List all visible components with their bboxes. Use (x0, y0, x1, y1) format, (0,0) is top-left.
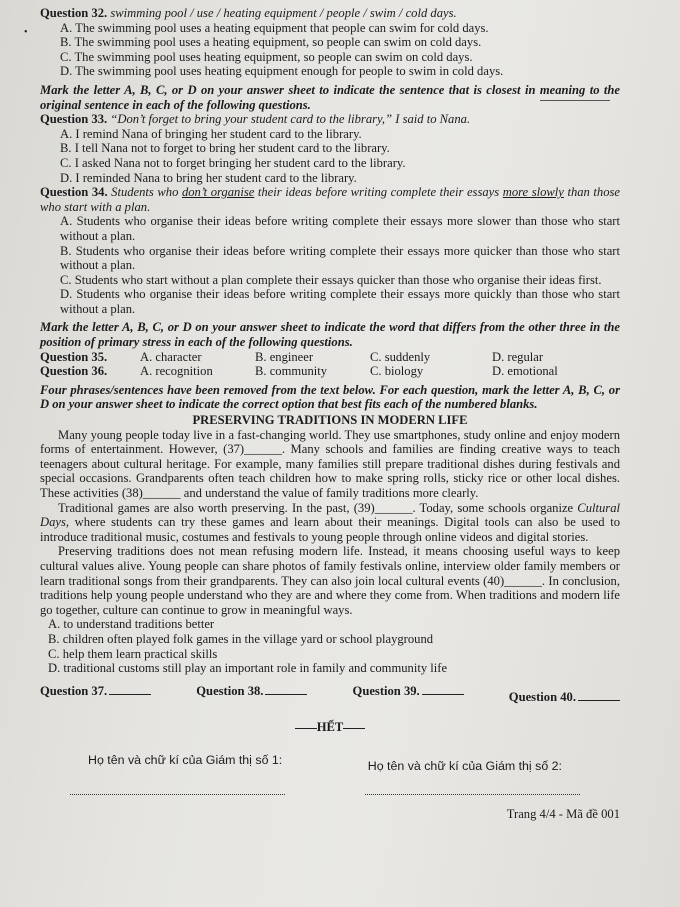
supervisor-1-label: Họ tên và chữ kí của Giám thị số 1: (88, 752, 283, 767)
signature-lines (40, 794, 620, 795)
question-33-stem: “Don’t forget to bring your student card to the library,” I said to Nana. (110, 112, 471, 127)
question-32-option-a: A. The swimming pool uses a heating equipment that people can swim for cold days. (60, 20, 489, 35)
question-32-option-d: D. The swimming pool uses heating equipment enough for people to swim in cold days. (60, 64, 504, 79)
question-34-stem-underline1: don’t organise (181, 185, 255, 200)
question-35-option-a: A. character (140, 349, 202, 364)
passage-title: PRESERVING TRADITIONS IN MODERN LIFE (192, 413, 468, 428)
supervisor-1-signature-line[interactable] (70, 794, 285, 795)
answer-row (40, 684, 620, 705)
question-32-option-c: C. The swimming pool uses heating equipment, so people can swim on cold days. (60, 49, 473, 64)
instruction-passage: Four phrases/sentences have been removed from the text below. For each question, mark the letter A, B, C, or D on your answer sheet to indicate the correct option that best fits each of the numbered blanks. (40, 382, 620, 412)
question-34-option-c: C. Students who start without a plan complete their essays quicker than those who organise their ideas first. (60, 272, 602, 287)
question-34-option-a: A. Students who organise their ideas before writing complete their essays more slower than those who start without a plan. (60, 214, 620, 243)
end-mark-line-right (343, 728, 365, 729)
question-36-number: Question 36. (40, 364, 108, 379)
question-34 (40, 185, 620, 214)
question-36 (40, 364, 620, 379)
question-33-option-d: D. I reminded Nana to bring her student card to the library. (60, 170, 357, 185)
exam-content (40, 4, 620, 821)
question-35 (40, 350, 620, 365)
supervisor-2-label: Họ tên và chữ kí của Giám thị số 2: (367, 758, 562, 773)
answer-40-blank[interactable] (578, 700, 620, 701)
choice-d: D. traditional customs still play an important role in family and community life (48, 661, 448, 676)
question-34-option-d: D. Students who organise their ideas before writing complete their essays more quickly than those who start without a plan. (60, 287, 620, 316)
passage-paragraph-2 (40, 501, 620, 545)
answer-40 (509, 690, 620, 705)
passage-paragraph-2-part2: where students can try these games and learn about their meanings. Digital tools can also be used to introduce traditional music, costumes and festivals to young people through online videos and digital stories. (40, 515, 620, 544)
page-footer: Trang 4/4 - Mã đề 001 (506, 806, 620, 821)
question-32-cue: swimming pool / use / heating equipment / people / swim / cold days. (110, 6, 457, 20)
question-33-option-a: A. I remind Nana of bringing her student card to the library. (60, 126, 362, 141)
instruction-stress: Mark the letter A, B, C, or D on your answer sheet to indicate the word that differs from the other three in the position of primary stress in each of the following questions. (40, 320, 620, 350)
question-34-option-b: B. Students who organise their ideas before writing complete their essays more quicker than those who start without a plan. (60, 243, 620, 273)
question-36-option-b: B. community (255, 364, 328, 379)
choice-b: B. children often played folk games in the village yard or school playground (48, 631, 434, 646)
answer-37 (40, 684, 151, 705)
question-34-stem-underline2: more slowly (502, 185, 564, 200)
question-35-option-c: C. suddenly (370, 349, 431, 364)
bullet-dot: • (24, 27, 28, 38)
question-33-number: Question 33. (40, 112, 108, 127)
question-36-option-c: C. biology (370, 364, 424, 379)
question-33 (40, 112, 620, 127)
passage-paragraph-2-part1: Traditional games are also worth preserving. In the past, (39)______. Today, some schools organize (58, 500, 578, 515)
passage-paragraph-2-italic: Cultural Days, (40, 500, 620, 530)
end-mark-line-left (295, 728, 317, 729)
question-33-option-c: C. I asked Nana not to forget bringing her student card to the library. (60, 155, 406, 170)
question-32-number: Question 32. (40, 6, 108, 20)
answer-38 (196, 684, 307, 705)
question-35-option-b: B. engineer (255, 349, 314, 364)
passage-paragraph-3: Preserving traditions does not mean refusing modern life. Instead, it means choosing useful ways to keep cultural values alive. Young people can share photos of family festivals online, interview older family members or learn traditional songs from their grandparents. They can also join local cultural events (40)______. In conclusion, traditions help young people understand who they are and where they come from. When traditions and modern life go together, culture can continue to grow in meaningful ways. (40, 544, 620, 617)
question-35-option-d: D. regular (492, 349, 544, 364)
question-36-option-d: D. emotional (492, 364, 558, 379)
question-36-option-a: A. recognition (140, 364, 213, 379)
signature-labels (40, 753, 620, 774)
end-mark (40, 720, 620, 735)
answer-39-label: Question 39. (352, 683, 420, 698)
question-32-option-b: B. The swimming pool uses a heating equipment, so people can swim on cold days. (60, 35, 482, 50)
end-mark-text: HẾT (316, 720, 344, 735)
question-32 (40, 6, 620, 21)
question-34-number: Question 34. (40, 185, 108, 200)
answer-37-blank[interactable] (109, 694, 151, 695)
question-33-option-b: B. I tell Nana not to forget to bring her student card to the library. (60, 141, 390, 156)
instruction-closest-meaning: Mark the letter A, B, C, or D on your answer sheet to indicate the sentence that is closest in meaning to the original sentence in each of the following questions. (40, 82, 620, 112)
answer-38-label: Question 38. (196, 683, 264, 698)
passage-choices (40, 617, 620, 675)
question-35-number: Question 35. (40, 349, 108, 364)
answer-38-blank[interactable] (265, 694, 307, 695)
choice-a: A. to understand traditions better (48, 617, 215, 632)
answer-39 (353, 684, 464, 705)
answer-37-label: Question 37. (40, 683, 108, 698)
question-34-stem-part1: Students who (111, 185, 182, 200)
question-34-stem-part3: than those who start with a plan. (40, 185, 620, 214)
answer-40-label: Question 40. (508, 689, 576, 704)
passage-paragraph-1: Many young people today live in a fast-changing world. They use smartphones, study online and enjoy modern forms of entertainment. However, (37)______. Many schools and families are finding creative ways to teach teenagers about cultural heritage. For example, many families still prepare traditional dishes during festivals and special occasions. Grandparents often teach children how to make spring rolls, sticky rice or other local dishes. These activities (38)______ and understand the value of family traditions more clearly. (40, 427, 620, 500)
supervisor-2-signature-line[interactable] (365, 794, 580, 795)
choice-c: C. help them learn practical skills (48, 646, 218, 661)
answer-39-blank[interactable] (422, 694, 464, 695)
question-34-stem-part2: their ideas before writing complete their essays (254, 185, 503, 200)
